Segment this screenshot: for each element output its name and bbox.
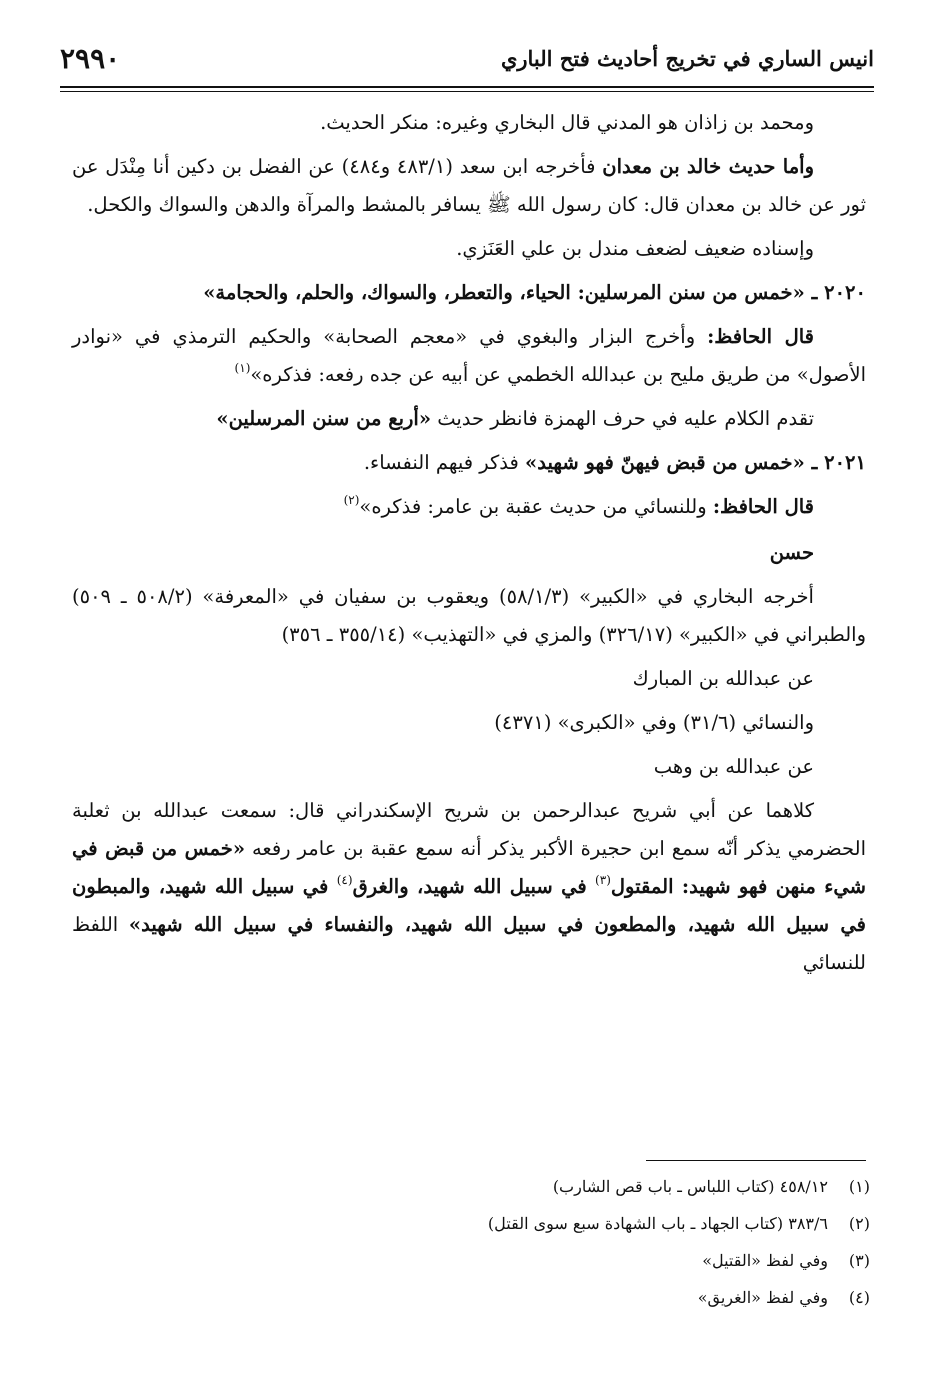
footnote-number: (٣) xyxy=(848,1251,870,1270)
footnote-ref-2[interactable]: (٢) xyxy=(343,493,360,507)
page-body xyxy=(72,104,866,988)
footnote-1 xyxy=(72,1168,870,1205)
paragraph-text: أخرجه البخاري في «الكبير» (٥٨/١/٣) ويعقوب بن سفيان في «المعرفة» (٥٠٨/٢ ـ ٥٠٩) والطبراني في «الكبير» (٣٢٦/١٧) والمزي في «التهذيب» (٣٥٥/١٤ ـ ٣٥٦) xyxy=(72,585,866,646)
paragraph-11 xyxy=(72,792,866,982)
hadith-lead: وأما حديث خالد بن معدان xyxy=(602,155,814,178)
paragraph-7 xyxy=(72,578,866,654)
paragraph-text: عن عبدالله بن المبارك xyxy=(632,667,814,690)
paragraph-9 xyxy=(72,704,866,742)
footnote-ref-1[interactable]: (١) xyxy=(234,361,251,375)
footnote-4 xyxy=(72,1279,870,1316)
footnote-3 xyxy=(72,1242,870,1279)
footnote-text: ٤٥٨/١٢ (كتاب اللباس ـ باب قص الشارب) xyxy=(552,1177,828,1196)
paragraph-text: كلاهما عن أبي شريح عبدالرحمن بن شريح الإسكندراني قال: سمعت عبدالله بن ثعلبة الحضرمي يذكر أنّه سمع ابن حجيرة الأكبر يذكر أنه سمع عقبة بن عامر رفعه xyxy=(72,799,867,860)
hadith-quote: في سبيل الله شهيد، والمبطون في سبيل الله شهيد، والمطعون في سبيل الله شهيد، والنفساء في سبيل الله شهيد» xyxy=(72,875,867,936)
paragraph-text: ومحمد بن زاذان هو المدني قال البخاري وغيره: منكر الحديث. xyxy=(320,111,814,134)
page-number: ٢٩٩٠ xyxy=(60,41,121,75)
paragraph-text: وأخرج البزار والبغوي في «معجم الصحابة» والحكيم الترمذي في «نوادر الأصول» من طريق مليح بن عبدالله الخطمي عن أبيه عن جده رفعه: فذكره» xyxy=(72,325,866,386)
cross-reference: «أربع من سنن المرسلين» xyxy=(216,407,432,430)
paragraph-text: فأخرجه ابن سعد (٤٨٣/١ و٤٨٤) عن الفضل بن دكين أنا مِنْدَل عن ثور عن خالد بن معدان قال: كان رسول الله ﷺ يسافر بالمشط والمرآة والدهن والسواك والكحل. xyxy=(72,155,866,216)
footnote-text: وفي لفظ «القتيل» xyxy=(702,1251,828,1270)
page-header xyxy=(60,38,874,78)
footnote-ref-3[interactable]: (٣) xyxy=(595,873,611,887)
footnote-text: وفي لفظ «الغريق» xyxy=(697,1288,828,1307)
paragraph-text: فذكر فيهم النفساء. xyxy=(363,451,526,474)
hadith-number: ٢٠٢٠ ـ xyxy=(804,281,866,304)
hafiz-label: قال الحافظ: xyxy=(707,325,814,348)
hadith-number: ٢٠٢١ ـ xyxy=(804,451,866,474)
footnote-number: (٤) xyxy=(848,1288,870,1307)
paragraph-text: تقدم الكلام عليه في حرف الهمزة فانظر حديث xyxy=(431,407,814,430)
hadith-quote: في سبيل الله شهيد، والغرق xyxy=(352,875,596,898)
hadith-2021 xyxy=(72,444,866,482)
paragraph-10 xyxy=(72,748,866,786)
footnote-number: (٢) xyxy=(848,1214,870,1233)
paragraph-5 xyxy=(72,400,866,438)
footnote-number: (١) xyxy=(848,1177,870,1196)
hafiz-label: قال الحافظ: xyxy=(712,495,814,518)
running-title: انيس الساري في تخريج أحاديث فتح الباري xyxy=(500,45,874,71)
hadith-quote: «خمس من قبض في شيء منهن فهو شهيد: المقتول xyxy=(72,837,867,898)
paragraph-2 xyxy=(72,148,866,224)
hadith-grade: حسن xyxy=(769,541,814,564)
paragraph-text: وللنسائي من حديث عقبة بن عامر: فذكره» xyxy=(359,495,713,518)
header-rule-thick xyxy=(60,86,874,88)
footnote-separator xyxy=(646,1160,866,1161)
footnote-ref-4[interactable]: (٤) xyxy=(336,873,353,887)
hadith-2020 xyxy=(72,274,866,312)
paragraph-1 xyxy=(72,104,866,142)
grade-line xyxy=(72,534,866,572)
paragraph-text: اللفظ للنسائي xyxy=(72,913,866,974)
header-rule-thin xyxy=(60,91,874,92)
hadith-text: «خمس من قبض فيهنّ فهو شهيد» xyxy=(525,451,805,474)
paragraph-6 xyxy=(72,488,866,526)
footnote-text: ٣٨٣/٦ (كتاب الجهاد ـ باب الشهادة سبع سوى القتل) xyxy=(487,1214,828,1233)
paragraph-3 xyxy=(72,230,866,268)
paragraph-4 xyxy=(72,318,866,394)
paragraph-8 xyxy=(72,660,866,698)
paragraph-text: عن عبدالله بن وهب xyxy=(653,755,814,778)
paragraph-text: وإسناده ضعيف لضعف مندل بن علي العَنَزي. xyxy=(456,237,814,260)
footnote-2 xyxy=(72,1205,870,1242)
paragraph-text: والنسائي (٣١/٦) وفي «الكبرى» (٤٣٧١) xyxy=(494,711,814,734)
hadith-text: «خمس من سنن المرسلين: الحياء، والتعطر، والسواك، والحلم، والحجامة» xyxy=(203,281,805,304)
footnotes xyxy=(72,1168,870,1316)
